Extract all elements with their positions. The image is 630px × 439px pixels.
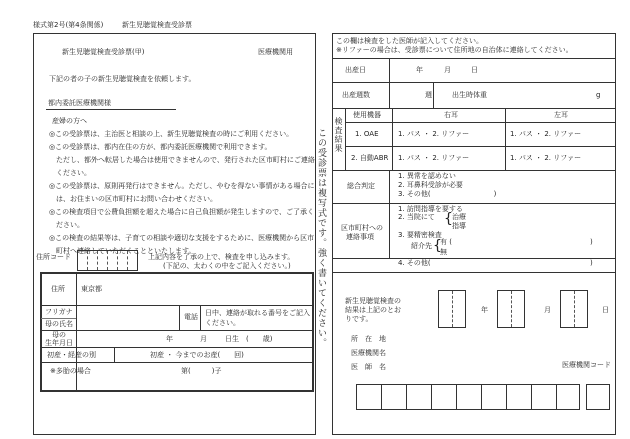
brace-icon: {: [433, 238, 442, 254]
cert-day: 日: [602, 306, 609, 314]
exam-result-label: 検査結果: [334, 117, 343, 153]
birth-month-field[interactable]: 月: [200, 335, 207, 343]
note-line: ください。: [49, 169, 91, 177]
furigana-label: フリガナ: [45, 308, 73, 316]
institution-code-field[interactable]: [356, 384, 580, 410]
ticket-title: 新生児聴覚検査受診票(甲): [62, 48, 145, 56]
right-ear-header: 右耳: [444, 111, 458, 119]
birth-day[interactable]: 日: [471, 66, 478, 74]
phone-label: 電話: [184, 313, 198, 321]
mother-name-label: 母の氏名: [45, 320, 73, 328]
location-label: 所 在 地: [351, 335, 386, 343]
birth-age[interactable]: ( 歳): [246, 335, 273, 343]
contact-label: 連絡事項: [346, 233, 374, 241]
gest-weeks-unit[interactable]: 週: [425, 91, 432, 99]
parity-label: 初産・経産の別: [47, 351, 96, 359]
referral-note: ※リファーの場合は、受診票について住所地の自治体に連絡してください。: [336, 46, 573, 54]
brace-icon: {: [444, 211, 453, 227]
note-title: 産婦の方へ: [52, 117, 87, 125]
multiple-birth-label: ※多胎の場合: [50, 367, 91, 375]
institution-code-label: 医療機関コード: [562, 361, 611, 369]
doctor-fill-note: この欄は検査をした医師が記入してください。: [336, 37, 483, 45]
follow-up-guidance[interactable]: 指導: [452, 222, 466, 230]
birth-day-field[interactable]: 日生: [225, 335, 239, 343]
residence-code-label: 住所コード: [36, 253, 71, 261]
request-text: 下記の者の子の新生児聴覚検査を依頼します。: [49, 75, 196, 83]
right-abr-result[interactable]: 1. パス ・ 2. リファー: [398, 154, 470, 162]
instruction-line: (下記の、太わくの中をご記入ください。): [163, 262, 291, 270]
note-line: ◎この受診票は、都内在住の方が、都内委託医療機関で利用できます。: [49, 143, 272, 151]
address-label: 住所: [51, 285, 65, 293]
birth-weight-unit[interactable]: g: [596, 91, 601, 99]
overall-option[interactable]: 1. 異常を認めない: [398, 172, 456, 180]
note-line: 町村へ連絡していただくことといたします。: [49, 247, 196, 255]
phone-note: ください。: [205, 319, 240, 327]
contact-label: 区市町村への: [341, 224, 383, 232]
referral-label: 紹介先: [411, 242, 432, 250]
overall-option[interactable]: 3. その他( ): [398, 190, 497, 198]
left-ear-header: 左耳: [554, 111, 568, 119]
institution-code-check[interactable]: [586, 384, 610, 410]
note-line: ださい。: [49, 221, 84, 229]
overall-option[interactable]: 2. 耳鼻科受診が必要: [398, 181, 463, 189]
referral-close: ): [590, 238, 593, 246]
device-oae: 1. OAE: [355, 130, 379, 138]
overall-label: 総合判定: [347, 182, 375, 190]
device-header: 使用機器: [353, 111, 381, 119]
form-title: 新生児聴覚検査受診票: [122, 21, 192, 29]
referral-no[interactable]: 無: [440, 248, 447, 256]
contact-option[interactable]: 1. 訪問指導を要する: [398, 205, 463, 213]
mother-birth-label: 生年月日: [45, 339, 73, 347]
address-field[interactable]: 東京都: [81, 285, 102, 293]
birth-year[interactable]: 年: [416, 66, 423, 74]
note-line: ただし、都外へ転居した場合は使用できませんので、発行された区市町村にご連絡: [49, 156, 315, 164]
left-oae-result[interactable]: 1. パス ・ 2. リファー: [510, 130, 582, 138]
device-abr: 2. 自動ABR: [351, 154, 389, 162]
institution-name-label: 医療機関名: [351, 349, 386, 357]
institution-copy-label: 医療機関用: [258, 48, 293, 56]
note-line: ◎この検査の結果等は、子育ての相談や適切な支援をするために、医療機関から区市: [49, 234, 315, 242]
note-line: ◎この受診票は、原則再発行はできません。ただし、やむを得ない事情がある場合に: [49, 182, 315, 190]
referral-yes[interactable]: 有 (: [440, 238, 452, 246]
cert-year: 年: [481, 306, 488, 314]
certification-text: 結果は上記のとお: [345, 306, 401, 314]
follow-up-treatment[interactable]: 治療: [452, 213, 466, 221]
form-number: 様式第2号(第4条関係): [33, 21, 104, 29]
birth-weight-label: 出生時体重: [452, 91, 487, 99]
carbon-copy-note: この受診票は複写式です。強く書いてください。: [316, 128, 326, 348]
left-abr-result[interactable]: 1. パス ・ 2. リファー: [510, 154, 582, 162]
phone-note: 日中、連絡が取れる番号をご記入: [205, 309, 310, 317]
mother-birth-label: 母の: [52, 331, 66, 339]
right-oae-result[interactable]: 1. パス ・ 2. リファー: [398, 130, 470, 138]
contact-option[interactable]: 4. その他(: [398, 259, 431, 267]
certification-text: 新生児聴覚検査の: [345, 297, 401, 305]
note-line: ◎この検査項目で公費負担額を超えた場合に自己負担額が発生しますので、ご了承く: [49, 208, 314, 216]
birth-date-label: 出産日: [345, 66, 366, 74]
doctor-name-label: 医 師 名: [351, 363, 386, 371]
certification-text: りです。: [345, 315, 373, 323]
instruction-line: 上記内容を了承の上で、検査を申し込みます。: [148, 253, 295, 261]
birth-month[interactable]: 月: [444, 66, 451, 74]
contact-option[interactable]: 2. 当院にて: [398, 213, 435, 221]
addressee-underline: [46, 109, 176, 110]
mother-name-field[interactable]: [78, 307, 178, 329]
birth-year-field[interactable]: 年: [166, 335, 173, 343]
parity-field[interactable]: 初産 ・ 今までのお産( 回): [150, 351, 244, 359]
addressee: 都内委託医療機関様: [48, 99, 111, 107]
gest-weeks-label: 出産週数: [342, 91, 370, 99]
other-close: ): [590, 259, 593, 267]
note-line: ◎この受診票は、主治医と相談の上、新生児聴覚検査の時にご利用ください。: [49, 130, 294, 138]
multiple-birth-field[interactable]: 第( )子: [181, 367, 222, 375]
note-line: は、お住まいの区市町村にお問い合わせください。: [49, 195, 217, 203]
contact-option[interactable]: 3. 要精密検査: [398, 231, 442, 239]
cert-month: 月: [544, 306, 551, 314]
